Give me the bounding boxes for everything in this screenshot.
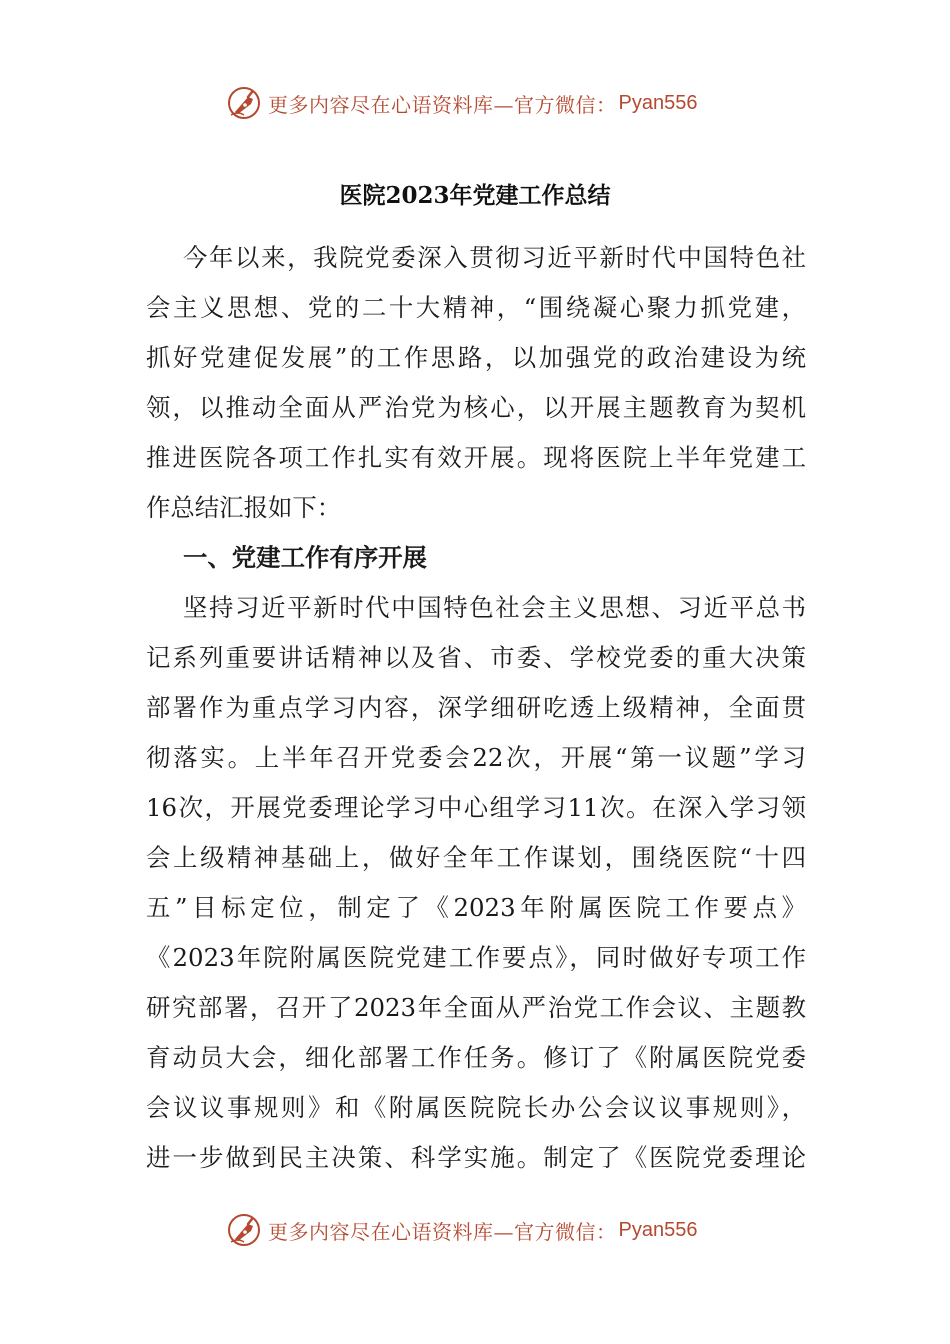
paragraph-line: 抓好党建促发展”的工作思路，以加强党的政治建设为统 bbox=[146, 343, 806, 372]
document-body bbox=[146, 233, 806, 1183]
document-title: 医院2023年党建工作总结 bbox=[339, 182, 611, 209]
paragraph-line: 会议议事规则》和《附属医院院长办公会议议事规则》， bbox=[146, 1093, 806, 1122]
paragraph-line: 进一步做到民主决策、科学实施。制定了《医院党委理论 bbox=[146, 1143, 806, 1172]
paragraph-line: 育动员大会，细化部署工作任务。修订了《附属医院党委 bbox=[146, 1043, 806, 1072]
watermark-wechat-id: Pyan556 bbox=[618, 1218, 698, 1241]
paragraph-line: 今年以来，我院党委深入贯彻习近平新时代中国特色社 bbox=[183, 243, 806, 272]
section-heading: 一、党建工作有序开展 bbox=[183, 543, 427, 572]
paragraph-line: 会主义思想、党的二十大精神，“围绕凝心聚力抓党建， bbox=[146, 293, 806, 322]
paragraph-line: 会上级精神基础上，做好全年工作谋划，围绕医院“十四 bbox=[146, 843, 806, 872]
paragraph-line: 五”目标定位，制定了《2023年附属医院工作要点》 bbox=[146, 893, 806, 922]
paragraph-line: 坚持习近平新时代中国特色社会主义思想、习近平总书 bbox=[183, 593, 806, 622]
watermark-text: 更多内容尽在心语资料库—官方微信： bbox=[268, 1219, 617, 1244]
paragraph-line: 部署作为重点学习内容，深学细研吃透上级精神，全面贯 bbox=[146, 693, 806, 722]
paragraph-line: 推进医院各项工作扎实有效开展。现将医院上半年党建工 bbox=[146, 443, 806, 472]
watermark-header bbox=[226, 85, 697, 121]
watermark-wechat-id: Pyan556 bbox=[618, 91, 698, 114]
watermark-footer bbox=[226, 1212, 697, 1248]
paragraph-line: 记系列重要讲话精神以及省、市委、学校党委的重大决策 bbox=[146, 643, 806, 672]
paragraph-line: 彻落实。上半年召开党委会22次，开展“第一议题”学习 bbox=[146, 743, 806, 772]
paragraph-line: 领，以推动全面从严治党为核心，以开展主题教育为契机 bbox=[146, 393, 806, 422]
watermark-text: 更多内容尽在心语资料库—官方微信： bbox=[268, 92, 617, 117]
pen-nib-logo-icon bbox=[226, 1212, 262, 1248]
pen-nib-logo-icon bbox=[226, 85, 262, 121]
paragraph-line: 研究部署，召开了2023年全面从严治党工作会议、主题教 bbox=[146, 993, 806, 1022]
paragraph-line: 16次，开展党委理论学习中心组学习11次。在深入学习领 bbox=[146, 793, 806, 822]
paragraph-line: 作总结汇报如下： bbox=[146, 493, 342, 522]
paragraph-line: 《2023年院附属医院党建工作要点》，同时做好专项工作 bbox=[146, 943, 806, 972]
